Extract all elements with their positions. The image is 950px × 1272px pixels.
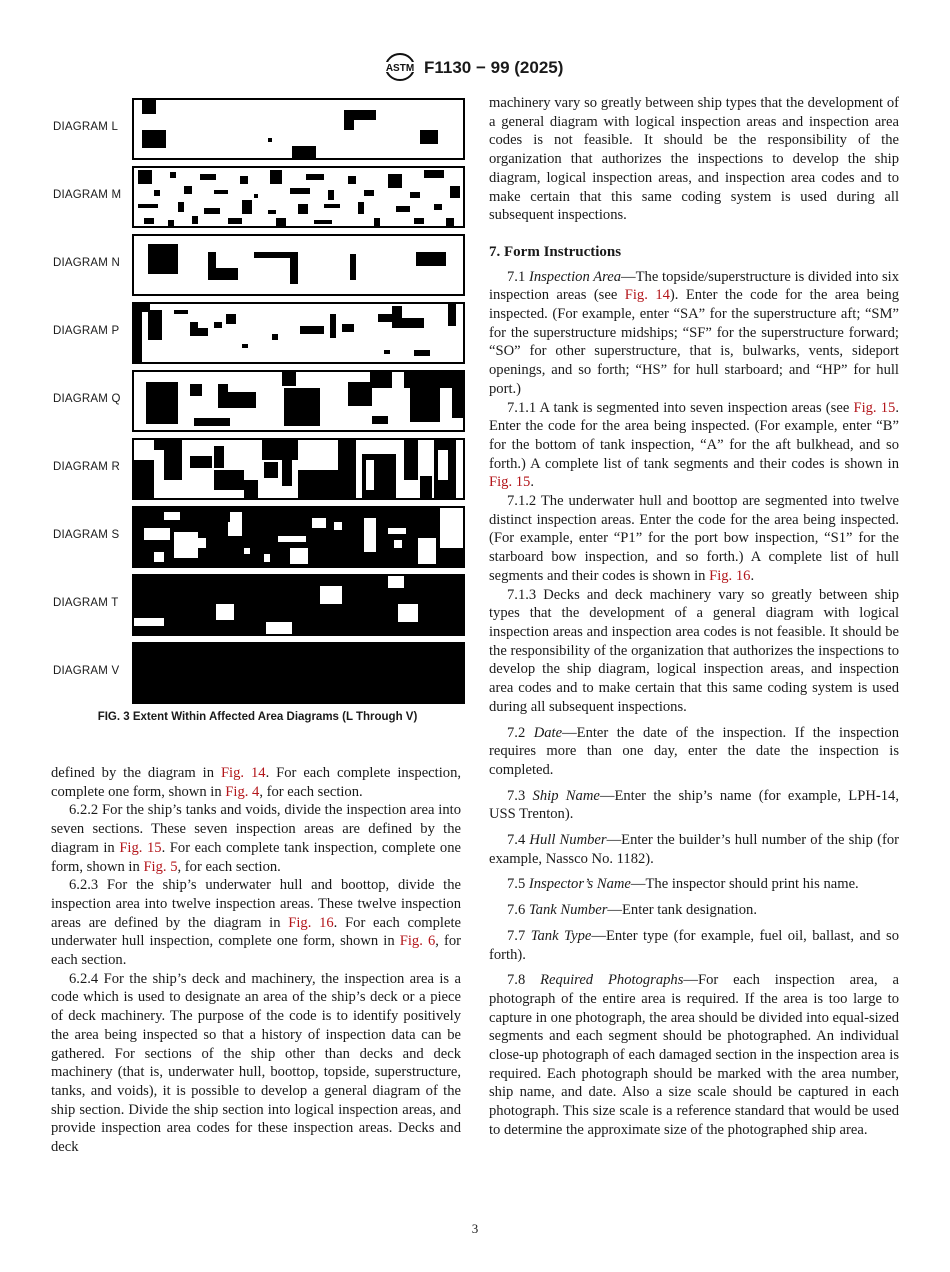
paragraph-7-8: 7.8 Required Photographs—For each inspection area, a photograph of the entire area is required. If the area is too large to capture in one photograph, the area should be divided into equal-sized segments and each segment should be photographed. An individual close-up photograph of each damaged section in the inspection area is required. Each photograph should be marked with the area number, ship name, and date. Also a size scale should be captured in each photograph. This size scale is a reference standard that would be used to determine the approximate size of the photographed ship area. xyxy=(489,972,899,1138)
diagram-t xyxy=(132,574,465,636)
fig-link[interactable]: Fig. 16 xyxy=(709,567,751,584)
diagram-r xyxy=(132,438,465,500)
paragraph-7-1-1: 7.1.1 A tank is segmented into seven inspection areas (see Fig. 15. Enter the code for the area being inspected. (For example, enter “B” for the bottom of tank inspection, “A” for the aft bulkhead, and so forth.) A complete list of tank segments and their codes is shown in Fig. 15. xyxy=(489,399,900,491)
diagram-s-row xyxy=(50,506,465,568)
fig-link[interactable]: Fig. 6 xyxy=(399,933,436,950)
left-column xyxy=(51,764,461,1157)
diagram-label: DIAGRAM T xyxy=(53,597,119,609)
paragraph-7-2: 7.2 Date—Enter the date of the inspection. If the inspection requires more than one day, enter the date the inspection is completed. xyxy=(489,724,899,778)
diagram-t-row xyxy=(50,574,465,636)
diagram-q xyxy=(132,370,465,432)
fig-link[interactable]: Fig. 15 xyxy=(489,474,531,491)
diagram-v-row xyxy=(50,642,465,704)
paragraph-7-4: 7.4 Hull Number—Enter the builder’s hull number of the ship (for example, Nassco No. 1182). xyxy=(489,832,899,867)
fig-link[interactable]: Fig. 14 xyxy=(624,287,670,304)
diagram-q-row xyxy=(50,370,465,432)
diagram-n xyxy=(132,234,465,296)
fig-link[interactable]: Fig. 14 xyxy=(220,765,266,781)
figure-caption: FIG. 3 Extent Within Affected Area Diagrams (L Through V) xyxy=(97,711,418,723)
fig-link[interactable]: Fig. 5 xyxy=(143,858,178,875)
paragraph-6-2-4: 6.2.4 For the ship’s deck and machinery, the inspection area is a code which is used to designate an area of the ship’s deck or a piece of deck machinery. The purpose of the code is to identify positively the area being inspected so that a history of inspection data can be gathered. For sections of the ship other than decks and deck machinery (that is, underwater hull, boottop, topside, superstructure, tanks, and voids), it is possible to develop a general diagram of the ship section. Divide the ship section into logical inspection areas, and provide inspection area codes for these inspection areas. Decks and deck xyxy=(51,970,461,1156)
diagram-s xyxy=(132,506,465,568)
diagram-label: DIAGRAM S xyxy=(53,529,120,541)
paragraph-7-3: 7.3 Ship Name—Enter the ship’s name (for example, LPH-14, USS Trenton). xyxy=(489,787,899,823)
diagram-label: DIAGRAM M xyxy=(53,189,122,201)
paragraph-6-2-4-cont: machinery vary so greatly between ship types that the development of a general diagram with logical inspection areas and inspection area codes is not feasible. It should be the responsibility of the organization that authorizes the inspections to develop the ship diagram, logical inspection areas, and inspection area codes and to make certain that this same coding system is used during all subsequent inspections. xyxy=(489,95,899,224)
diagram-label: DIAGRAM L xyxy=(53,121,119,133)
diagram-l-row xyxy=(50,98,465,160)
paragraph-7-1: 7.1 Inspection Area—The topside/superstructure is divided into six inspection areas (see Fig. 14). Enter the code for the area being inspected. (For example, enter “SA” for the superstructure aft; “SM” for the superstructure midships; “SF” for the superstructure forward; “SO” for other superstructure, that is, bulwarks, vents, sideport openings, and so forth; “HS” for hull starboard; and “HP” for hull port.) xyxy=(489,268,900,397)
paragraph-6-2-1-cont: defined by the diagram in Fig. 14. For each complete inspection, complete one form, shown in Fig. 4, for each section. xyxy=(51,765,462,800)
page-number: 3 xyxy=(471,1221,479,1236)
diagram-v xyxy=(132,642,465,704)
fig-link[interactable]: Fig. 16 xyxy=(288,914,334,931)
right-column xyxy=(489,94,899,1140)
svg-text:ASTM: ASTM xyxy=(385,63,415,74)
diagram-label: DIAGRAM V xyxy=(53,665,120,677)
paragraph-6-2-3: 6.2.3 For the ship’s underwater hull and boottop, divide the inspection area into twelve inspection areas. These twelve inspection areas are defined by the diagram in Fig. 16. For each complete underwater hull inspection, complete one form, shown in Fig. 6, for each section. xyxy=(51,877,462,969)
paragraph-7-1-3: 7.1.3 Decks and deck machinery vary so greatly between ship types that the development of a general diagram with logical inspection areas and inspection area codes is not feasible. It should be the responsibility of the organization that authorizes the inspections to develop the ship diagram, logical inspection areas, and inspection area codes and to make certain that this same coding system is used during all subsequent inspections. xyxy=(489,586,899,715)
diagram-label: DIAGRAM Q xyxy=(53,393,121,405)
diagram-m-row xyxy=(50,166,465,228)
diagram-p xyxy=(132,302,465,364)
fig-link[interactable]: Fig. 4 xyxy=(225,783,260,800)
fig-link[interactable]: Fig. 15 xyxy=(853,399,896,416)
paragraph-6-2-2: 6.2.2 For the ship’s tanks and voids, divide the inspection area into seven sections. These seven inspection areas are defined by the diagram in Fig. 15. For each complete tank inspection, complete one form, shown in Fig. 5, for each section. xyxy=(51,802,462,875)
page-header xyxy=(0,52,950,86)
diagram-label: DIAGRAM P xyxy=(53,325,120,337)
standard-id: F1130 − 99 (2025) xyxy=(424,58,564,77)
diagram-l xyxy=(132,98,465,160)
diagram-m xyxy=(132,166,465,228)
diagram-p-row xyxy=(50,302,465,364)
diagram-label: DIAGRAM N xyxy=(53,257,120,269)
diagram-r-row xyxy=(50,438,465,500)
paragraph-7-7: 7.7 Tank Type—Enter type (for example, fuel oil, ballast, and so forth). xyxy=(489,927,900,963)
paragraph-7-1-2: 7.1.2 The underwater hull and boottop are segmented into twelve distinct inspection areas. Enter the code for the area being inspected. (For example, enter “P1” for the port bow inspection, “S1” for the starboard bow inspection, and so forth.) A complete list of hull segments and their codes is shown in Fig. 16. xyxy=(489,493,899,584)
section-heading: 7. Form Instructions xyxy=(489,243,622,260)
diagram-n-row xyxy=(50,234,465,296)
paragraph-7-6: 7.6 Tank Number—Enter tank designation. xyxy=(507,902,757,919)
fig-link[interactable]: Fig. 15 xyxy=(119,839,162,856)
astm-logo-icon xyxy=(380,52,420,87)
paragraph-7-5: 7.5 Inspector’s Name—The inspector should print his name. xyxy=(507,876,859,893)
diagram-label: DIAGRAM R xyxy=(53,461,120,473)
